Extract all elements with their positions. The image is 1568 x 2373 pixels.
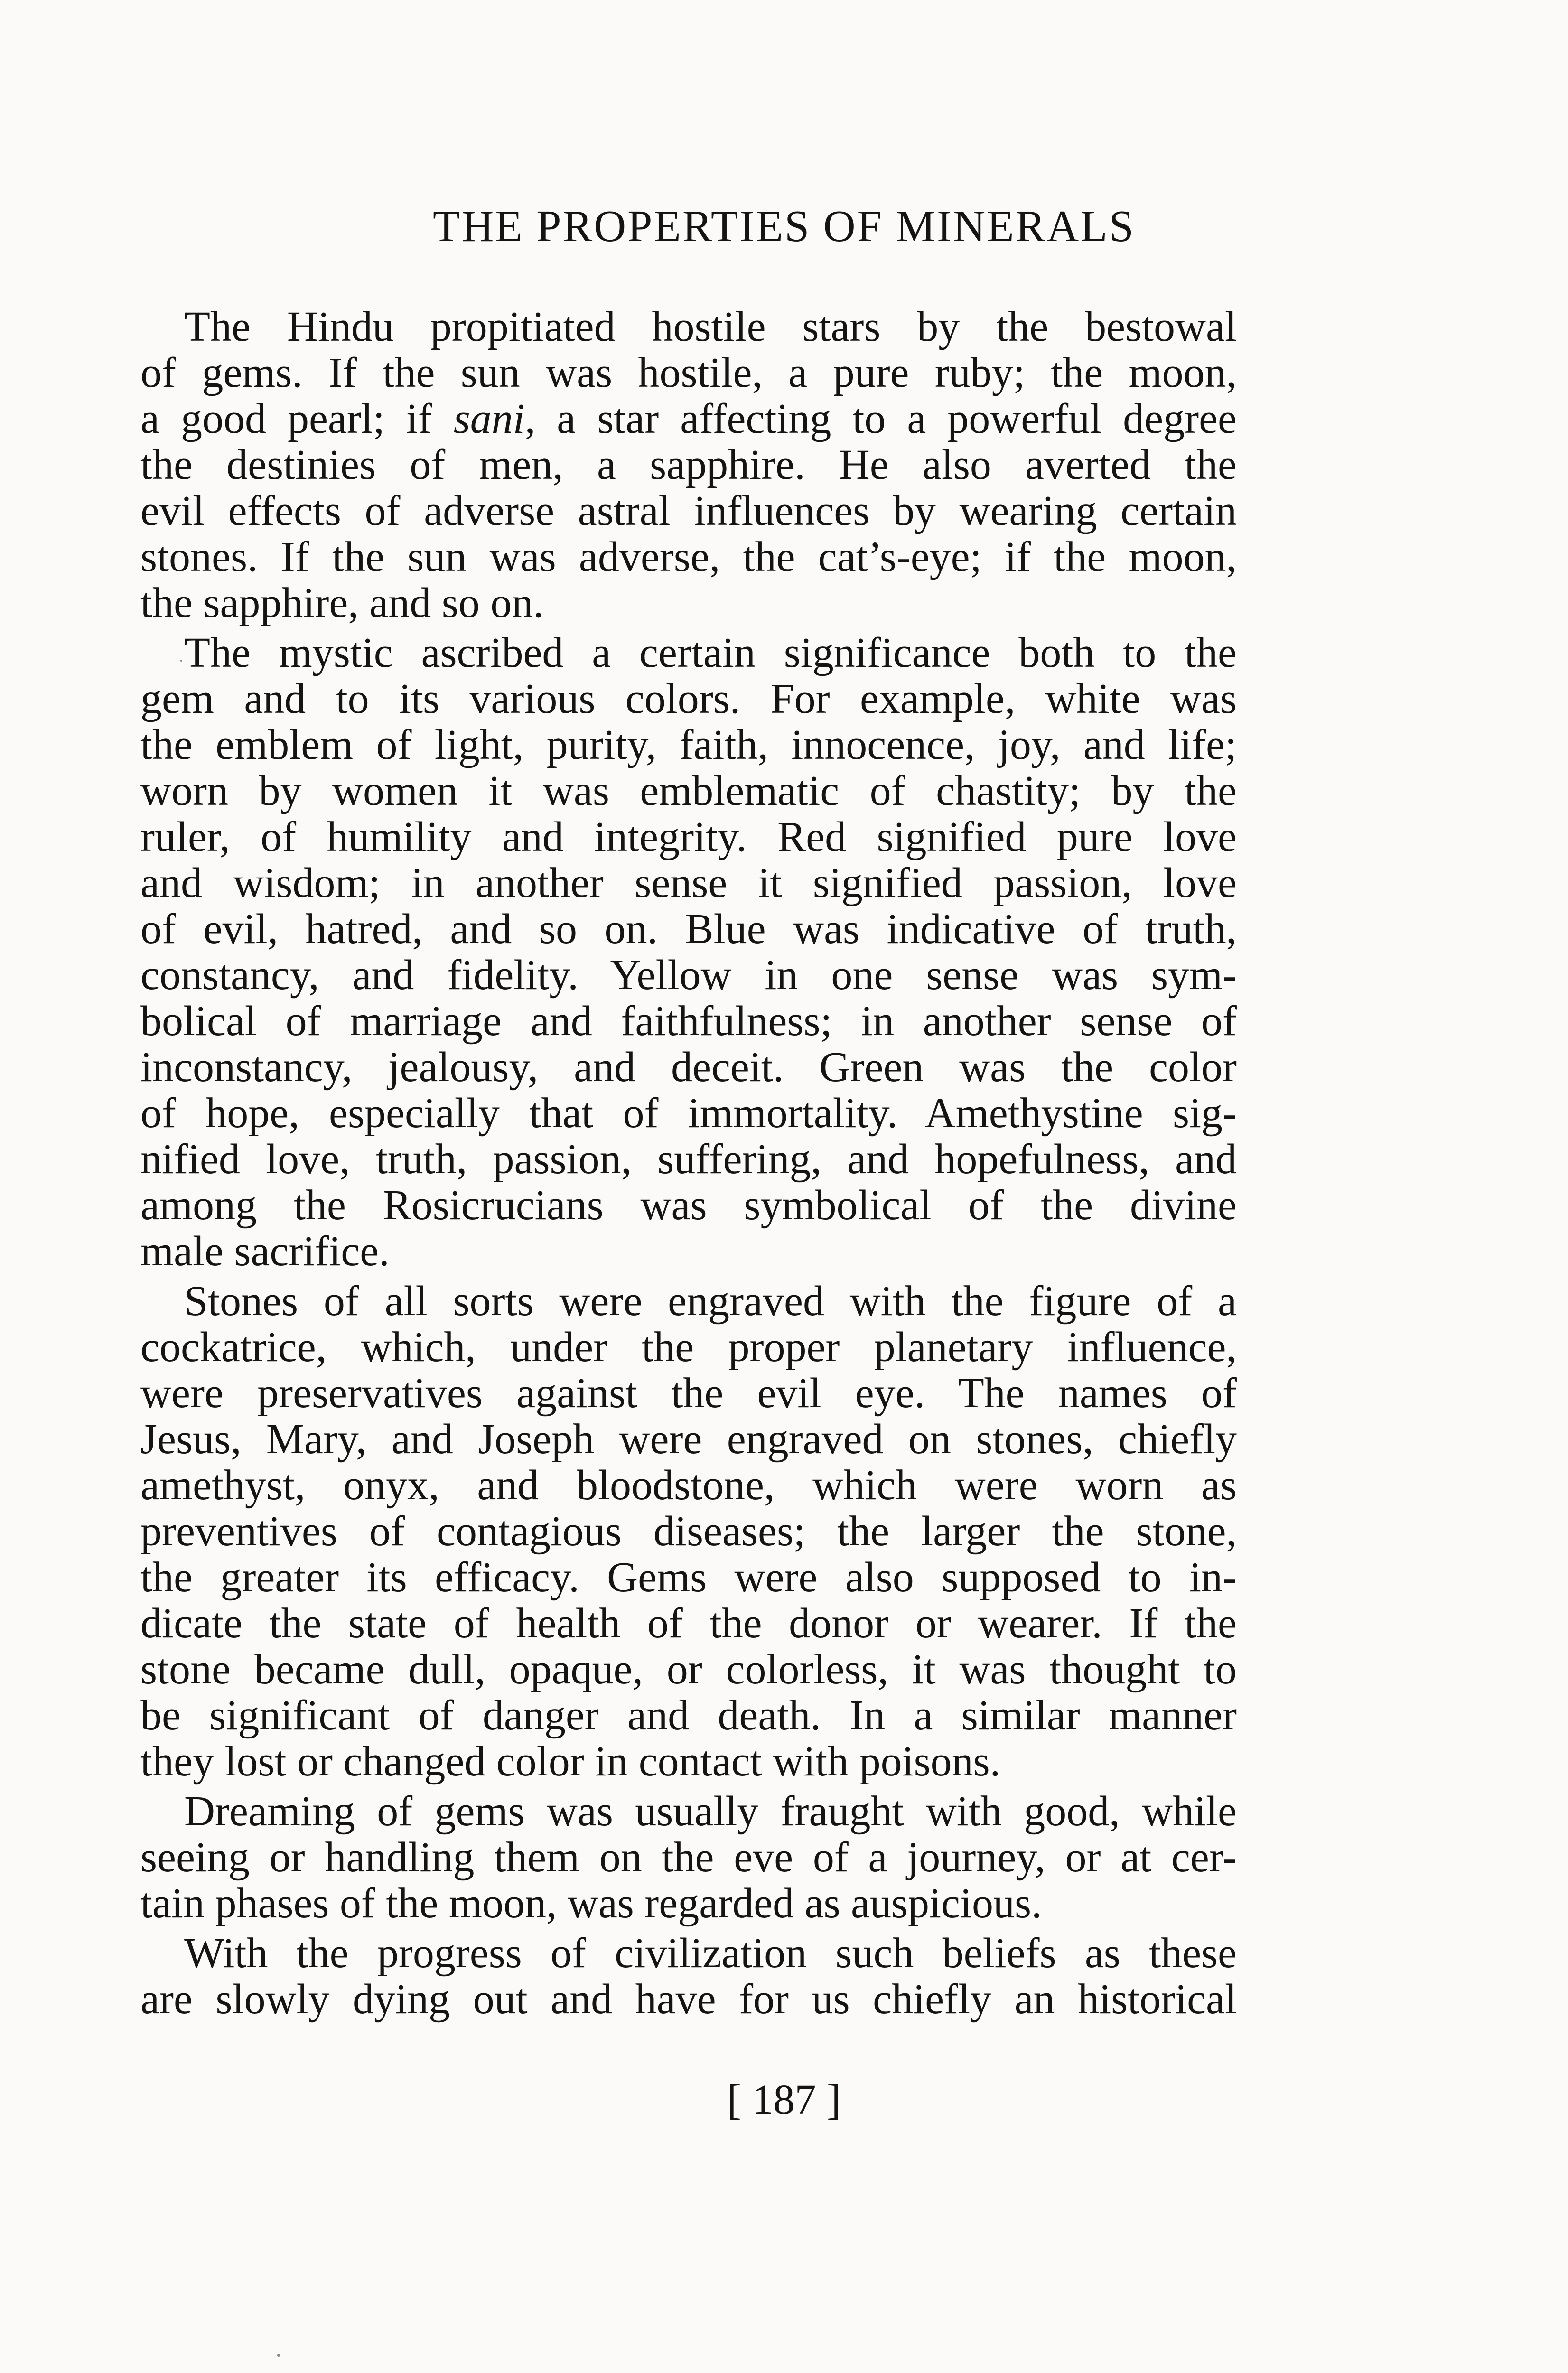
paragraph [140,1788,1237,1926]
text-line: of hope, especially that of immortality. Amethystine sig- [140,1090,1237,1137]
text-line: the destinies of men, a sapphire. He also averted the [140,441,1237,488]
paper-speck [277,2354,280,2357]
text-line: gem and to its various colors. For example, white was [140,675,1237,722]
text-line: amethyst, onyx, and bloodstone, which were worn as [140,1462,1237,1509]
text-line: The mystic ascribed a certain significance both to the [184,629,1237,676]
paragraph [140,1930,1237,2022]
text-line: the sapphire, and so on. [140,579,544,626]
text-line: Stones of all sorts were engraved with the figure of a [184,1278,1237,1325]
text-line: Jesus, Mary, and Joseph were engraved on stones, chiefly [140,1416,1237,1463]
running-head: THE PROPERTIES OF MINERALS [433,202,1135,251]
text-line: ruler, of humility and integrity. Red signified pure love [140,813,1237,860]
paragraph [140,304,1237,626]
text-line: With the progress of civilization such beliefs as these [184,1930,1237,1977]
text-line: The Hindu propitiated hostile stars by the bestowal [184,303,1237,350]
text-line: stones. If the sun was adverse, the cat’s-eye; if the moon, [140,533,1237,580]
text-line: nified love, truth, passion, suffering, and hopefulness, and [140,1136,1237,1183]
text-line: the greater its efficacy. Gems were also supposed to in- [140,1554,1237,1601]
text-line: worn by women it was emblematic of chastity; by the [140,767,1237,814]
text-line: they lost or changed color in contact with poisons. [140,1738,1001,1785]
page-number: [ 187 ] [727,2076,841,2123]
text-line: male sacrifice. [140,1228,390,1275]
paragraph [140,1278,1237,1784]
paragraph [140,630,1237,1274]
text-line: cockatrice, which, under the proper planetary influence, [140,1324,1237,1371]
text-line: Dreaming of gems was usually fraught with good, while [184,1788,1237,1835]
italic-term: sani [453,395,525,442]
text-line: of gems. If the sun was hostile, a pure ruby; the moon, [140,349,1237,396]
text-line: be significant of danger and death. In a similar manner [140,1692,1237,1739]
text-line: are slowly dying out and have for us chiefly an historical [140,1976,1237,2023]
text-line: tain phases of the moon, was regarded as auspicious. [140,1880,1042,1927]
text-line: the emblem of light, purity, faith, innocence, joy, and life; [140,721,1237,768]
text-line: and wisdom; in another sense it signified passion, love [140,860,1237,906]
text-line: evil effects of adverse astral influences by wearing certain [140,487,1237,534]
paper-speck [180,660,182,662]
text-line: seeing or handling them on the eve of a journey, or at cer- [140,1834,1237,1881]
text-line: constancy, and fidelity. Yellow in one sense was sym- [140,952,1237,999]
body-text [140,304,1237,2026]
text-line: among the Rosicrucians was symbolical of the divine [140,1182,1237,1229]
text-line: stone became dull, opaque, or colorless, it was thought to [140,1646,1237,1693]
text-line: were preservatives against the evil eye. The names of [140,1370,1237,1417]
text-line: bolical of marriage and faithfulness; in another sense of [140,998,1237,1045]
text-line: a good pearl; if sani, a star affecting to a powerful degree [140,395,1237,442]
text-line: inconstancy, jealousy, and deceit. Green was the color [140,1044,1237,1091]
text-line: of evil, hatred, and so on. Blue was indicative of truth, [140,906,1237,953]
text-line: dicate the state of health of the donor or wearer. If the [140,1600,1237,1647]
text-line: preventives of contagious diseases; the larger the stone, [140,1508,1237,1555]
